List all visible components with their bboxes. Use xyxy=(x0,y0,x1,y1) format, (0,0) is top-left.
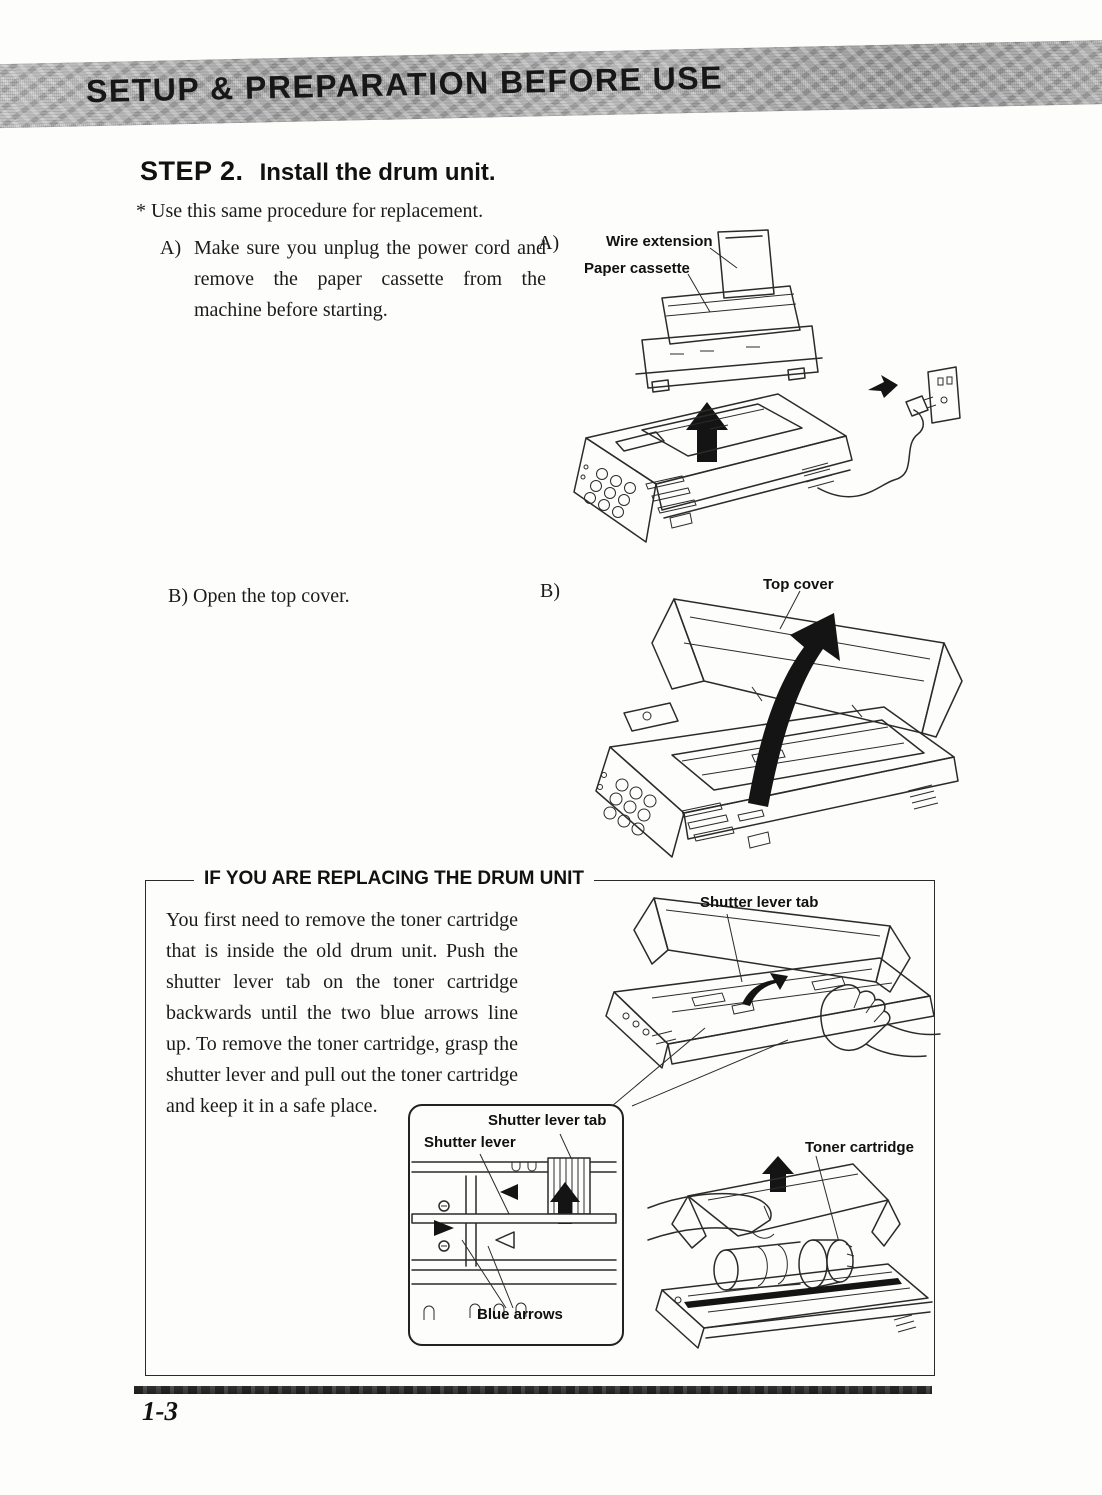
instruction-a-label: A) xyxy=(160,237,182,259)
shutter-lever-illustration xyxy=(592,886,942,1108)
page-header-title: SETUP & PREPARATION BEFORE USE xyxy=(85,59,724,110)
page-number: 1-3 xyxy=(142,1396,178,1426)
wire-extension-leader xyxy=(710,248,737,268)
replace-drum-box-body: You first need to remove the toner cartridge that is inside the old drum unit. Push the shutter lever tab on the toner cartridge backwards until the two blue arrows line up. To remove the toner cartridge, grasp the shutter lever and pull out the toner cartridge and keep it in a safe place. xyxy=(166,909,518,1117)
instruction-a xyxy=(160,233,546,326)
top-cover-label: Top cover xyxy=(763,576,834,593)
machine-deck-drawing xyxy=(606,958,934,1068)
replacement-note: * Use this same procedure for replacement. xyxy=(136,200,484,222)
shutter-lever-label: Shutter lever xyxy=(424,1134,516,1151)
blue-arrow-outline-icon xyxy=(496,1232,514,1248)
wire-extension-label: Wire extension xyxy=(606,233,713,250)
instruction-b xyxy=(168,581,350,612)
shutter-lever-tab-label-inset: Shutter lever tab xyxy=(488,1112,607,1129)
push-back-arrow-icon xyxy=(742,973,788,1006)
shutter-lever-tab-label-main: Shutter lever tab xyxy=(700,894,819,911)
blue-arrows-label: Blue arrows xyxy=(477,1306,563,1323)
open-cover-drawing-2 xyxy=(672,1164,900,1248)
footer-divider xyxy=(134,1386,932,1394)
toner-cartridge-label: Toner cartridge xyxy=(805,1139,914,1156)
paper-cassette-drawing xyxy=(636,286,822,392)
open-cover-drawing xyxy=(634,898,910,992)
step-number: STEP 2. xyxy=(140,156,244,186)
paper-cassette-label: Paper cassette xyxy=(584,260,690,277)
machine-base-drawing xyxy=(656,1264,932,1348)
step-heading xyxy=(140,156,496,187)
shutter-lever-tab-leader xyxy=(727,914,742,982)
unplug-arrow-icon xyxy=(868,375,898,398)
top-cover-leader xyxy=(780,591,800,629)
figure-b-illustration xyxy=(552,585,967,860)
toner-cartridge-drawing xyxy=(714,1240,854,1290)
toner-cartridge-illustration xyxy=(648,1148,940,1366)
instruction-b-label: B) xyxy=(168,585,188,607)
figure-b-marker: B) xyxy=(540,580,560,602)
replace-drum-box-title: IF YOU ARE REPLACING THE DRUM UNIT xyxy=(194,868,594,890)
instruction-a-text: Make sure you unplug the power cord and remove the paper cassette from the machine before starting. xyxy=(194,237,546,321)
instruction-b-text: Open the top cover. xyxy=(193,585,350,607)
lift-arrow-icon xyxy=(762,1156,794,1192)
outlet-drawing xyxy=(928,367,960,423)
figure-a-marker: A) xyxy=(538,232,560,254)
paper-cassette-leader xyxy=(688,274,710,312)
blue-arrow-left-icon xyxy=(500,1184,518,1200)
step-title: Install the drum unit. xyxy=(259,159,496,186)
hand-drawing xyxy=(821,985,940,1057)
header-banner xyxy=(0,40,1102,129)
arm-hand-drawing xyxy=(648,1194,774,1240)
